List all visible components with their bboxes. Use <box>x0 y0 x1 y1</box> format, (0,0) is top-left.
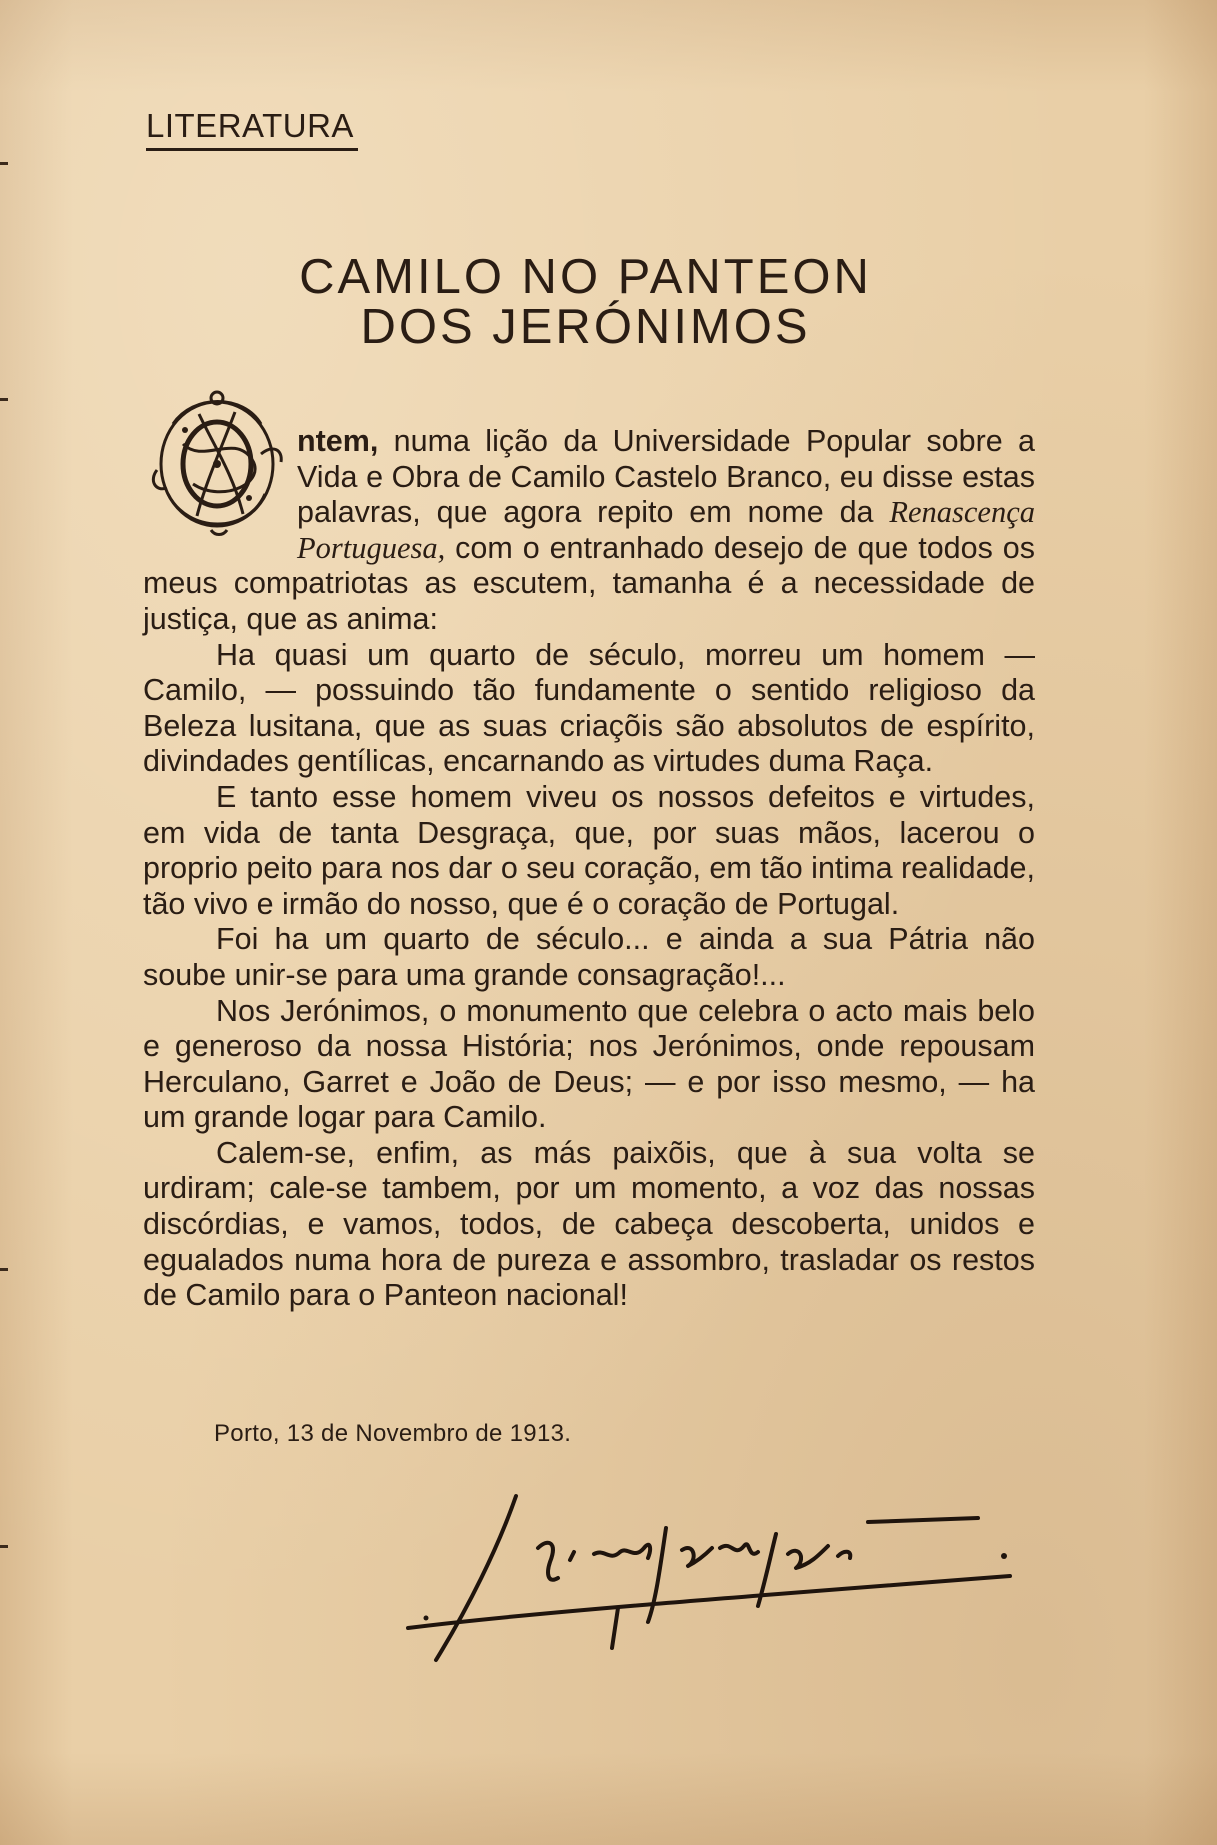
paragraph-1-text-a: numa lição da Universidade Popular sobre a Vida e Obra de Camilo Castelo Branco, eu disse estas palavras, que agora repito em nome da <box>297 424 1035 530</box>
paragraph-6: Calem-se, enfim, as más paixõis, que à sua volta se urdiram; cale-se tambem, por um momento, a voz das nossas discórdias, e vamos, todos, de cabeça descoberta, unidos e egualados numa hora de pureza e assombro, trasladar os restos de Camilo para o Panteon nacional! <box>143 1135 1035 1313</box>
paragraph-3: E tanto esse homem viveu os nossos defeitos e virtudes, em vida de tanta Desgraça, que, por suas mãos, lacerou o proprio peito para nos dar o seu coração, em tão intima realidade, tão vivo e irmão do nosso, que é o coração de Portugal. <box>143 779 1035 921</box>
article-title <box>0 252 1217 352</box>
paragraph-1-text-b: com o entranhado desejo de que todos os meus compatriotas as escutem, tamanha é a necessidade de justiça, que as anima: <box>143 530 1035 636</box>
section-label: LITERATURA <box>146 106 358 151</box>
paragraph-5: Nos Jerónimos, o monumento que celebra o acto mais belo e generoso da nossa História; nos Jerónimos, onde repousam Herculano, Garret e João de Deus; — e por isso mesmo, — ha um grande logar para Camilo. <box>143 993 1035 1135</box>
article-body <box>143 424 1035 1314</box>
title-line-1: CAMILO NO PANTEON <box>299 250 872 304</box>
binding-mark <box>0 1545 8 1548</box>
lead-word: ntem, <box>297 424 379 458</box>
handwritten-signature-icon <box>398 1488 1028 1668</box>
renascenca-portuguesa: Renascença Portuguesa, <box>297 495 1035 565</box>
dateline: Porto, 13 de Novembro de 1913. <box>214 1420 572 1447</box>
ornamental-initial-o-icon <box>143 384 291 538</box>
paragraph-1 <box>143 424 1035 638</box>
paragraph-2: Ha quasi um quarto de século, morreu um homem — Camilo, — possuindo tão fundamente o sentido religioso da Beleza lusitana, que as suas criaçõis são absolutos de espírito, divindades gentílicas, encarnando as virtudes duma Raça. <box>143 637 1035 779</box>
binding-mark <box>0 162 8 165</box>
binding-mark <box>0 1268 8 1271</box>
binding-mark <box>0 398 8 401</box>
title-line-2: DOS JERÓNIMOS <box>360 300 811 354</box>
paragraph-4: Foi ha um quarto de século... e ainda a sua Pátria não soube unir-se para uma grande consagração!... <box>143 922 1035 992</box>
